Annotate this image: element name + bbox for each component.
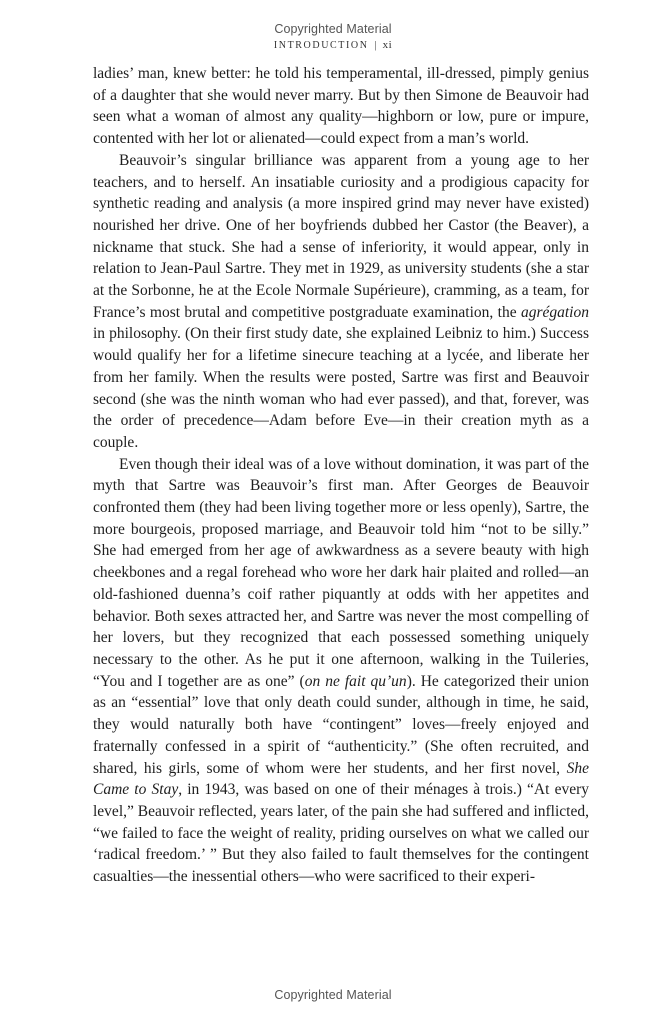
copyright-watermark-bottom: Copyrighted Material (274, 988, 392, 1002)
paragraph-3-text-b: ). He categorized their union as an “essential” love that only death could sunder, although in time, he said, they would naturally both have “contingent” loves—freely enjoyed and fraternally confessed in a spirit of “authenticity.” (She often recruited, and shared, his girls, some of whom were her students, and her first novel, (93, 672, 589, 777)
paragraph-3-text-a: Even though their ideal was of a love without domination, it was part of the myth that Sartre was Beauvoir’s first man. After Georges de Beauvoir confronted them (they had been living together more or less openly), Sartre, the more bourgeois, proposed marriage, and Beauvoir told him “not to be silly.” She had emerged from her age of awkwardness as a severe beauty with high cheekbones and a regal forehead who wore her dark hair plaited and rolled—an old-fashioned duenna’s coif rather piquantly at odds with her appetites and behavior. Both sexes attracted her, and Sartre was never the most compelling of her lovers, but they recognized that each possessed something uniquely necessary to the other. As he put it one afternoon, walking in the Tuileries, “You and I together are as one” ( (93, 455, 589, 690)
running-head (0, 39, 666, 51)
running-head-section: INTRODUCTION (273, 40, 369, 51)
running-head-divider: | (374, 40, 377, 51)
paragraph-2-italic-term: agrégation (520, 303, 589, 321)
paragraph-2-text-a: Beauvoir’s singular brilliance was apparent from a young age to her teachers, and to herself. An insatiable curiosity and a prodigious capacity for synthetic reading and analysis (a more inspired grind may never have existed) nourished her drive. One of her boyfriends dubbed her Castor (the Beaver), a nickname that stuck. She had a sense of inferiority, it would appear, only in relation to Jean-Paul Sartre. They met in 1929, as university students (she a star at the Sorbonne, he at the Ecole Normale Supérieure), cramming, as a team, for France’s most brutal and competitive postgraduate examination, the (93, 151, 589, 321)
page-number: xi (382, 39, 393, 51)
body-text (93, 63, 589, 888)
paragraph-2-text-b: in philosophy. (On their first study date, she explained Leibniz to him.) Success would qualify her for a lifetime sinecure teaching at a lycée, and liberate her from her family. When the results were posted, Sartre was first and Beauvoir second (she was the ninth woman who had ever passed), and that, forever, was the order of precedence—Adam before Eve—in their creation myth as a couple. (93, 325, 589, 451)
paragraph-3 (93, 454, 589, 888)
copyright-watermark-top: Copyrighted Material (274, 22, 392, 36)
paragraph-3-text-c: , in 1943, was based on one of their ménages à trois.) “At every level,” Beauvoir reflected, years later, of the pain she had suffered and inflicted, “we failed to face the weight of reality, priding ourselves on what we called our ‘radical freedom.’ ” But they also failed to fault themselves for the contingent casualties—the inessential others—who were sacrificed to their experi- (93, 781, 589, 886)
paragraph-1: ladies’ man, knew better: he told his temperamental, ill-dressed, pimply genius of a daughter that she would never marry. But by then Simone de Beauvoir had seen what a woman of almost any quality—highborn or low, pure or impure, contented with her lot or alienated—could expect from a man’s world. (93, 65, 589, 148)
paragraph-2 (93, 150, 589, 454)
paragraph-3-italic-title: She Came to Stay (93, 759, 589, 799)
paragraph-3-italic-phrase: on ne fait qu’un (304, 672, 407, 690)
